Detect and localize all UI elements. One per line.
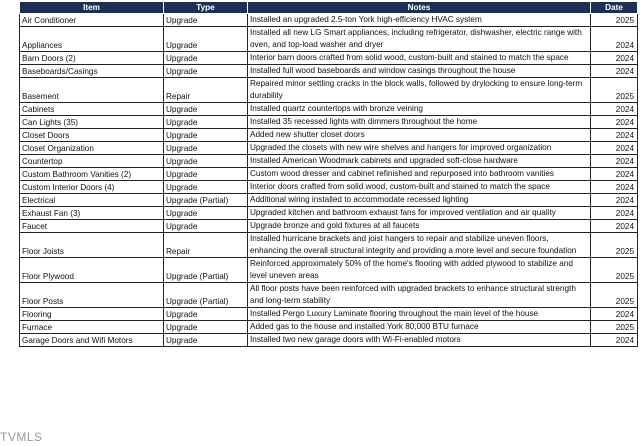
- table-row: [20, 52, 638, 65]
- cell-type: Upgrade: [164, 27, 248, 52]
- cell-date: 2024: [591, 334, 638, 347]
- cell-item: Floor Plywood: [20, 258, 164, 283]
- cell-date: 2025: [591, 14, 638, 27]
- table-row: [20, 129, 638, 142]
- cell-type: Upgrade: [164, 168, 248, 181]
- cell-date: 2025: [591, 283, 638, 308]
- table-row: [20, 142, 638, 155]
- table-row: [20, 168, 638, 181]
- cell-notes: Installed quartz countertops with bronze veining: [248, 103, 591, 116]
- table-row: [20, 181, 638, 194]
- cell-notes: Installed American Woodmark cabinets and upgraded soft-close hardware: [248, 155, 591, 168]
- cell-item: Flooring: [20, 308, 164, 321]
- cell-date: 2024: [591, 52, 638, 65]
- cell-item: Basement: [20, 78, 164, 103]
- cell-type: Upgrade: [164, 14, 248, 27]
- cell-date: 2024: [591, 27, 638, 52]
- table-row: [20, 27, 638, 52]
- cell-date: 2024: [591, 194, 638, 207]
- cell-item: Furnace: [20, 321, 164, 334]
- table-row: [20, 321, 638, 334]
- table-row: [20, 308, 638, 321]
- cell-date: 2025: [591, 78, 638, 103]
- cell-type: Upgrade: [164, 65, 248, 78]
- cell-type: Upgrade (Partial): [164, 283, 248, 308]
- cell-notes: Installed two new garage doors with Wi-Fi-enabled motors: [248, 334, 591, 347]
- cell-item: Cabinets: [20, 103, 164, 116]
- cell-date: 2024: [591, 103, 638, 116]
- cell-item: Can Lights (35): [20, 116, 164, 129]
- column-header-date: Date: [591, 2, 638, 14]
- table-row: [20, 283, 638, 308]
- cell-type: Upgrade: [164, 334, 248, 347]
- cell-type: Upgrade: [164, 116, 248, 129]
- cell-item: Appliances: [20, 27, 164, 52]
- table-row: [20, 103, 638, 116]
- cell-type: Repair: [164, 233, 248, 258]
- cell-notes: Reinforced approximately 50% of the home's flooring with added plywood to stabilize and level uneven areas: [248, 258, 591, 283]
- cell-date: 2025: [591, 321, 638, 334]
- cell-notes: Installed full wood baseboards and window casings throughout the house: [248, 65, 591, 78]
- cell-type: Upgrade: [164, 52, 248, 65]
- cell-type: Upgrade (Partial): [164, 258, 248, 283]
- cell-notes: Installed Pergo Luxury Laminate flooring throughout the main level of the house: [248, 308, 591, 321]
- cell-notes: Installed hurricane brackets and joist hangers to repair and stabilize uneven floors, enhancing the overall structural integrity and providing a more level and secure foundation: [248, 233, 591, 258]
- cell-date: 2024: [591, 308, 638, 321]
- table-row: [20, 207, 638, 220]
- table-row: [20, 116, 638, 129]
- cell-item: Baseboards/Casings: [20, 65, 164, 78]
- cell-type: Upgrade: [164, 129, 248, 142]
- table-row: [20, 233, 638, 258]
- table-row: [20, 155, 638, 168]
- cell-item: Floor Joists: [20, 233, 164, 258]
- cell-item: Faucet: [20, 220, 164, 233]
- cell-date: 2024: [591, 129, 638, 142]
- cell-item: Countertop: [20, 155, 164, 168]
- cell-item: Electrical: [20, 194, 164, 207]
- cell-notes: Installed all new LG Smart appliances, including refrigerator, dishwasher, electric range with oven, and top-load washer and dryer: [248, 27, 591, 52]
- cell-date: 2025: [591, 258, 638, 283]
- table-row: [20, 334, 638, 347]
- cell-type: Repair: [164, 78, 248, 103]
- cell-date: 2024: [591, 220, 638, 233]
- cell-type: Upgrade: [164, 308, 248, 321]
- watermark: TVMLS: [0, 430, 43, 444]
- cell-notes: Repaired minor settling cracks in the block walls, followed by drylocking to ensure long-term durability: [248, 78, 591, 103]
- cell-notes: Added gas to the house and installed York 80,000 BTU furnace: [248, 321, 591, 334]
- cell-notes: Interior barn doors crafted from solid wood, custom-built and stained to match the space: [248, 52, 591, 65]
- column-header-item: Item: [20, 2, 164, 14]
- cell-type: Upgrade (Partial): [164, 194, 248, 207]
- cell-item: Garage Doors and Wifi Motors: [20, 334, 164, 347]
- cell-date: 2024: [591, 207, 638, 220]
- cell-date: 2024: [591, 142, 638, 155]
- cell-date: 2024: [591, 168, 638, 181]
- table-row: [20, 258, 638, 283]
- cell-notes: Installed an upgraded 2.5-ton York high-efficiency HVAC system: [248, 14, 591, 27]
- cell-type: Upgrade: [164, 220, 248, 233]
- cell-type: Upgrade: [164, 155, 248, 168]
- cell-notes: Upgraded the closets with new wire shelves and hangers for improved organization: [248, 142, 591, 155]
- table-body: [20, 14, 638, 347]
- cell-notes: Additional wiring installed to accommodate recessed lighting: [248, 194, 591, 207]
- cell-notes: Upgraded kitchen and bathroom exhaust fans for improved ventilation and air quality: [248, 207, 591, 220]
- cell-item: Floor Posts: [20, 283, 164, 308]
- cell-type: Upgrade: [164, 103, 248, 116]
- cell-item: Exhaust Fan (3): [20, 207, 164, 220]
- cell-date: 2024: [591, 155, 638, 168]
- cell-type: Upgrade: [164, 142, 248, 155]
- cell-notes: Custom wood dresser and cabinet refinished and repurposed into bathroom vanities: [248, 168, 591, 181]
- cell-type: Upgrade: [164, 181, 248, 194]
- table-row: [20, 220, 638, 233]
- cell-item: Closet Doors: [20, 129, 164, 142]
- cell-item: Barn Doors (2): [20, 52, 164, 65]
- cell-notes: Added new shutter closet doors: [248, 129, 591, 142]
- cell-item: Air Conditioner: [20, 14, 164, 27]
- cell-item: Custom Interior Doors (4): [20, 181, 164, 194]
- improvements-table: [19, 1, 638, 347]
- cell-item: Closet Organization: [20, 142, 164, 155]
- cell-notes: Upgrade bronze and gold fixtures at all faucets: [248, 220, 591, 233]
- column-header-notes: Notes: [248, 2, 591, 14]
- header-row: [20, 2, 638, 14]
- column-header-type: Type: [164, 2, 248, 14]
- cell-notes: Interior doors crafted from solid wood, custom-built and stained to match the space: [248, 181, 591, 194]
- cell-date: 2024: [591, 181, 638, 194]
- cell-notes: Installed 35 recessed lights with dimmers throughout the home: [248, 116, 591, 129]
- cell-notes: All floor posts have been reinforced with upgraded brackets to enhance structural strength and long-term stability: [248, 283, 591, 308]
- cell-type: Upgrade: [164, 321, 248, 334]
- cell-type: Upgrade: [164, 207, 248, 220]
- cell-date: 2024: [591, 65, 638, 78]
- cell-date: 2024: [591, 116, 638, 129]
- cell-date: 2025: [591, 233, 638, 258]
- table-row: [20, 78, 638, 103]
- table-row: [20, 65, 638, 78]
- cell-item: Custom Bathroom Vanities (2): [20, 168, 164, 181]
- table-row: [20, 14, 638, 27]
- table-row: [20, 194, 638, 207]
